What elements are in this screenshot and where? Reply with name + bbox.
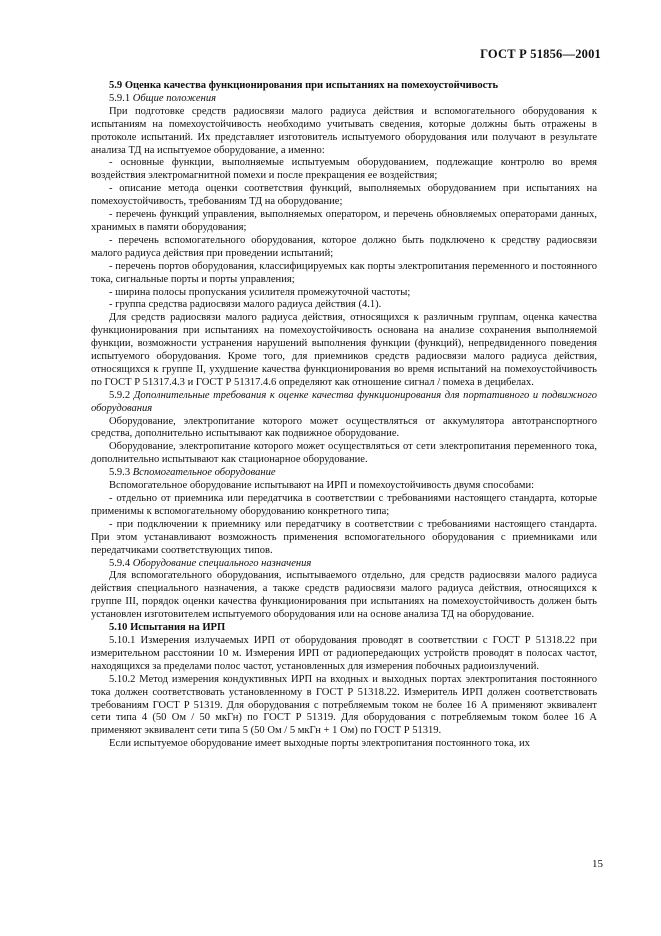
subsection-5-9-1-heading (91, 93, 597, 106)
paragraph: Оборудование, электропитание которого может осуществляться от сети электропитания переменного тока, дополнительно испытывают как стационарное оборудование. (91, 441, 597, 466)
list-item: - перечень функций управления, выполняемых оператором, и перечень обновляемых операторами данных, хранимых в памяти оборудования; (91, 209, 597, 233)
paragraph: 5.10.2 Метод измерения кондуктивных ИРП на входных и выходных портах электропитания постоянного тока должен соответствовать установленному в ГОСТ Р 51318.22. Измеритель ИРП должен соответствовать требованиям ГОСТ Р 51319. Для оборудования с потребляемым током не более 16 А применяют эквивалент сети типа 4 (50 Ом / 50 мкГн) по ГОСТ Р 51319. Для оборудования с потребляемым током более 16 А применяют эквивалент сети типа 5 (50 Ом / 5 мкГн + 1 Ом) по ГОСТ Р 51319. (91, 673, 597, 737)
subsection-title: Общие положения (132, 92, 216, 104)
document-body (91, 80, 597, 751)
list-item: - при подключении к приемнику или передатчику в соответствии с требованиями настоящего стандарта. При этом устанавливают возможность применения вспомогательного оборудования с приемниками или передатчиками соответствующих типов. (91, 518, 597, 556)
subsection-number: 5.9.4 (109, 557, 131, 569)
subsection-title: Вспомогательное оборудование (132, 467, 276, 479)
list-item: - основные функции, выполняемые испытуемым оборудованием, подлежащие контролю во время воздействия электромагнитной помехи и после прекращения ее воздействия; (91, 157, 597, 182)
paragraph: Если испытуемое оборудование имеет выходные порты электропитания постоянного тока, их (109, 738, 530, 750)
subsection-5-9-4-heading (91, 558, 597, 571)
list-item: - перечень вспомогательного оборудования, которое должно быть подключено к средству радиосвязи малого радиуса действия при проведении испытаний; (91, 234, 597, 259)
list-item: - группа средства радиосвязи малого радиуса действия (4.1). (109, 299, 382, 311)
paragraph: При подготовке средств радиосвязи малого радиуса действия и вспомогательного оборудования к испытаниям на помехоустойчивость необходимо учитывать сведения, которые должны быть отражены в протоколе испытаний. Их представляет изготовитель испытуемого оборудования или получают в результате анализа ТД на испытуемое оборудование, а именно: (91, 105, 597, 156)
paragraph: Для вспомогательного оборудования, испытываемого отдельно, для средств радиосвязи малого радиуса действия специального назначения, а также средств радиосвязи малого радиуса действия, относящихся к группе III, порядок оценки качества функционирования при испытаниях на помехоустойчивость должен быть установлен изготовителем испытуемого оборудования или на основе анализа ТД на оборудование. (91, 570, 597, 621)
subsection-number: 5.9.2 (109, 389, 131, 401)
subsection-5-9-2-heading (91, 390, 597, 416)
paragraph: Вспомогательное оборудование испытывают на ИРП и помехоустойчивость двумя способами: (109, 480, 535, 492)
list-item: - отдельно от приемника или передатчика в соответствии с требованиями настоящего стандарта, которые применимы к вспомогательному оборудованию конкретного типа; (91, 493, 597, 517)
section-5-9-title: 5.9 Оценка качества функционирования при испытаниях на помехоустойчивость (109, 80, 499, 91)
document-code-header: ГОСТ Р 51856—2001 (480, 47, 601, 61)
subsection-number: 5.9.3 (109, 467, 131, 479)
list-item: - описание метода оценки соответствия функций, выполняемых оборудованием при испытаниях на помехоустойчивость, требованиям ТД на оборудование; (91, 183, 597, 208)
subsection-5-9-3-heading (91, 467, 597, 480)
paragraph: 5.10.1 Измерения излучаемых ИРП от оборудования проводят в соответствии с ГОСТ Р 51318.22 при измерительном расстоянии 10 м. Измерения ИРП от радиопередающих устройств проводят в полосах частот, находящихся за пределами полос частот, установленных для измерения побочных радиоизлучений. (91, 634, 597, 672)
subsection-title: Дополнительные требования к оценке качества функционирования для портативного и подвижного оборудования (91, 389, 597, 414)
section-5-10-title: 5.10 Испытания на ИРП (109, 622, 226, 634)
list-item: - ширина полосы пропускания усилителя промежуточной частоты; (109, 286, 411, 298)
paragraph: Оборудование, электропитание которого может осуществляться от аккумулятора автотранспортного средства, дополнительно испытывают как подвижное оборудование. (91, 415, 597, 440)
list-item: - перечень портов оборудования, классифицируемых как порты электропитания переменного и постоянного тока, сигнальные порты и порты управления; (91, 260, 597, 285)
paragraph: Для средств радиосвязи малого радиуса действия, относящихся к различным группам, оценка качества функционирования при испытаниях на помехоустойчивость основана на анализе сохранения выполняемой функции, возможности устранения нарушений выполнения функции (функций), непредвиденного поведения испытуемого оборудования. Кроме того, для приемников средств радиосвязи малого радиуса действия, относящихся к группе II, ухудшение качества функционирования во время испытаний на помехоустойчивость по ГОСТ Р 51317.4.3 и ГОСТ Р 51317.4.6 определяют как отношение сигнал / помеха в децибелах. (91, 312, 597, 388)
subsection-title: Оборудование специального назначения (132, 557, 312, 569)
page-number: 15 (592, 858, 603, 870)
subsection-number: 5.9.1 (109, 92, 131, 104)
